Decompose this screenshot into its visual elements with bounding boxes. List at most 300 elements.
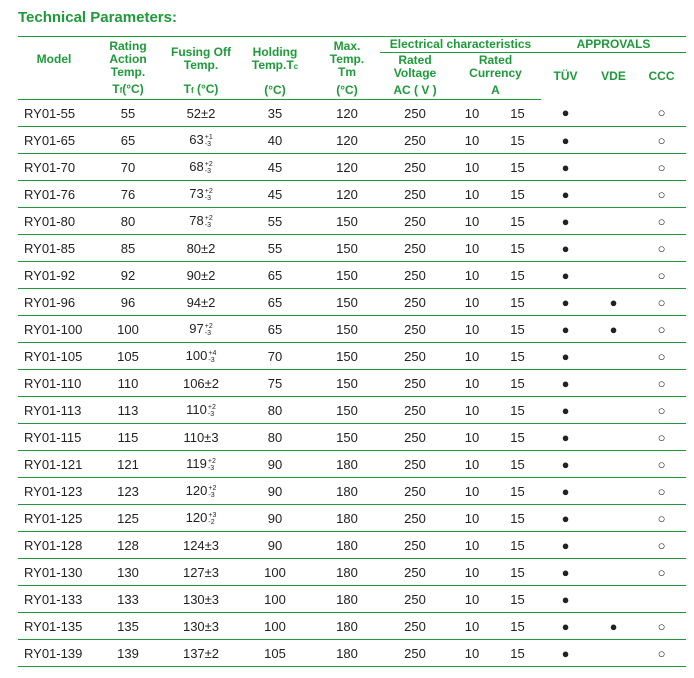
cell-rated-voltage: 250 [380, 532, 450, 559]
fusing-value: 120 [185, 510, 208, 526]
fusing-value: 68 [189, 159, 204, 175]
tolerance-upper: +2 [204, 214, 213, 222]
cell-current-2: 15 [494, 478, 541, 505]
fusing-value: 127±3 [182, 564, 220, 580]
cell-model: RY01-121 [18, 451, 90, 478]
cell-rating-temp: 76 [90, 181, 166, 208]
cell-current-1: 10 [450, 640, 494, 667]
cell-current-2: 15 [494, 370, 541, 397]
cell-model: RY01-92 [18, 262, 90, 289]
cell-fusing-temp [166, 451, 236, 478]
cell-holding-temp: 70 [236, 343, 314, 370]
technical-parameters-table [18, 36, 686, 667]
tolerance-lower: -2 [208, 518, 215, 526]
cell-current-1: 10 [450, 451, 494, 478]
cell-rating-temp: 110 [90, 370, 166, 397]
header-fusing-off: Fusing Off Temp. [166, 37, 236, 82]
cell-holding-temp: 45 [236, 181, 314, 208]
cell-holding-temp: 45 [236, 154, 314, 181]
cell-fusing-temp [166, 559, 236, 586]
cell-rated-voltage: 250 [380, 100, 450, 127]
cell-current-2: 15 [494, 262, 541, 289]
cell-tuv: ● [541, 100, 590, 127]
cell-current-2: 15 [494, 100, 541, 127]
cell-max-temp: 180 [314, 451, 380, 478]
cell-ccc: ○ [637, 397, 686, 424]
cell-holding-temp: 55 [236, 235, 314, 262]
cell-tuv: ● [541, 181, 590, 208]
cell-model: RY01-130 [18, 559, 90, 586]
tolerance-lower: -3 [204, 194, 211, 202]
cell-rating-temp: 85 [90, 235, 166, 262]
cell-tuv: ● [541, 289, 590, 316]
cell-fusing-temp [166, 640, 236, 667]
cell-ccc: ○ [637, 559, 686, 586]
cell-model: RY01-96 [18, 289, 90, 316]
cell-current-1: 10 [450, 127, 494, 154]
cell-rating-temp: 96 [90, 289, 166, 316]
cell-holding-temp: 100 [236, 586, 314, 613]
cell-tuv: ● [541, 343, 590, 370]
fusing-value: 137±2 [182, 645, 220, 661]
cell-fusing-temp [166, 289, 236, 316]
cell-current-1: 10 [450, 154, 494, 181]
cell-model: RY01-128 [18, 532, 90, 559]
cell-rated-voltage: 250 [380, 343, 450, 370]
cell-rating-temp: 92 [90, 262, 166, 289]
table-row [18, 262, 686, 289]
cell-rating-temp: 113 [90, 397, 166, 424]
cell-fusing-temp [166, 343, 236, 370]
cell-rating-temp: 55 [90, 100, 166, 127]
cell-tuv: ● [541, 559, 590, 586]
cell-max-temp: 150 [314, 343, 380, 370]
fusing-value: 110±3 [183, 429, 219, 445]
cell-model: RY01-139 [18, 640, 90, 667]
cell-model: RY01-100 [18, 316, 90, 343]
header-vde: VDE [601, 68, 626, 83]
cell-rating-temp: 70 [90, 154, 166, 181]
fusing-value: 80±2 [186, 240, 216, 256]
fusing-value: 110 [186, 402, 207, 418]
table-row [18, 451, 686, 478]
cell-ccc: ○ [637, 532, 686, 559]
cell-vde [590, 343, 637, 370]
fusing-value: 90±2 [186, 267, 216, 283]
cell-holding-temp: 65 [236, 289, 314, 316]
cell-model: RY01-80 [18, 208, 90, 235]
tolerance [208, 458, 216, 472]
cell-rated-voltage: 250 [380, 235, 450, 262]
cell-holding-temp: 80 [236, 424, 314, 451]
cell-model: RY01-123 [18, 478, 90, 505]
cell-tuv: ● [541, 640, 590, 667]
tolerance-lower: -3 [204, 329, 211, 337]
table-row [18, 289, 686, 316]
cell-rated-voltage: 250 [380, 640, 450, 667]
cell-vde [590, 181, 637, 208]
cell-vde [590, 505, 637, 532]
cell-tuv: ● [541, 478, 590, 505]
cell-rating-temp: 135 [90, 613, 166, 640]
header-electrical: Electrical characteristics [380, 37, 541, 53]
cell-holding-temp: 105 [236, 640, 314, 667]
cell-fusing-temp [166, 235, 236, 262]
cell-max-temp: 120 [314, 127, 380, 154]
cell-ccc: ○ [637, 181, 686, 208]
cell-max-temp: 150 [314, 208, 380, 235]
fusing-value: 120 [185, 483, 208, 499]
cell-current-1: 10 [450, 262, 494, 289]
cell-vde [590, 127, 637, 154]
cell-current-1: 10 [450, 559, 494, 586]
tolerance [205, 161, 213, 175]
cell-vde [590, 100, 637, 127]
tolerance [205, 134, 213, 148]
cell-current-2: 15 [494, 451, 541, 478]
cell-holding-temp: 80 [236, 397, 314, 424]
cell-rating-temp: 80 [90, 208, 166, 235]
cell-rated-voltage: 250 [380, 478, 450, 505]
unit-rating-action: Tf(°C) [90, 82, 166, 100]
cell-tuv: ● [541, 613, 590, 640]
table-row [18, 154, 686, 181]
cell-tuv: ● [541, 397, 590, 424]
cell-max-temp: 150 [314, 289, 380, 316]
cell-ccc: ○ [637, 613, 686, 640]
tolerance-lower: -3 [207, 410, 215, 418]
cell-model: RY01-133 [18, 586, 90, 613]
cell-current-1: 10 [450, 100, 494, 127]
table-row [18, 235, 686, 262]
tolerance-lower: -3 [207, 464, 215, 472]
cell-fusing-temp [166, 262, 236, 289]
fusing-value: 73 [189, 186, 204, 202]
cell-rating-temp: 128 [90, 532, 166, 559]
tolerance-lower: -3 [204, 167, 211, 175]
cell-vde [590, 235, 637, 262]
cell-vde [590, 532, 637, 559]
cell-tuv: ● [541, 127, 590, 154]
cell-vde [590, 478, 637, 505]
cell-vde: ● [590, 289, 637, 316]
cell-model: RY01-115 [18, 424, 90, 451]
cell-vde [590, 586, 637, 613]
cell-current-1: 10 [450, 397, 494, 424]
tolerance [205, 215, 213, 229]
cell-fusing-temp [166, 505, 236, 532]
tolerance-upper: +3 [208, 511, 217, 519]
fusing-value: 100 [185, 348, 208, 364]
cell-current-2: 15 [494, 208, 541, 235]
fusing-value: 124±3 [182, 537, 220, 553]
table-row [18, 586, 686, 613]
cell-fusing-temp [166, 613, 236, 640]
cell-max-temp: 150 [314, 316, 380, 343]
cell-holding-temp: 90 [236, 532, 314, 559]
cell-current-1: 10 [450, 181, 494, 208]
cell-max-temp: 150 [314, 235, 380, 262]
unit-rated-voltage: AC ( V ) [380, 82, 450, 100]
tolerance-upper: +4 [208, 349, 217, 357]
cell-rating-temp: 65 [90, 127, 166, 154]
cell-max-temp: 120 [314, 181, 380, 208]
tolerance-lower: -3 [208, 491, 215, 499]
cell-fusing-temp [166, 181, 236, 208]
table-row [18, 100, 686, 127]
cell-tuv: ● [541, 154, 590, 181]
header-approvals: APPROVALS [541, 37, 686, 53]
cell-max-temp: 180 [314, 640, 380, 667]
cell-current-1: 10 [450, 478, 494, 505]
cell-vde: ● [590, 613, 637, 640]
cell-vde [590, 451, 637, 478]
cell-rating-temp: 130 [90, 559, 166, 586]
table-row [18, 316, 686, 343]
tolerance-upper: +2 [204, 160, 213, 168]
cell-fusing-temp [166, 424, 236, 451]
cell-current-2: 15 [494, 235, 541, 262]
cell-max-temp: 180 [314, 586, 380, 613]
header-max-temp: Max. Temp. Tm [314, 37, 380, 82]
table-row [18, 613, 686, 640]
cell-ccc: ○ [637, 100, 686, 127]
cell-rating-temp: 105 [90, 343, 166, 370]
cell-tuv: ● [541, 586, 590, 613]
cell-holding-temp: 55 [236, 208, 314, 235]
unit-max-temp: (°C) [314, 82, 380, 100]
cell-tuv: ● [541, 262, 590, 289]
header-holding: Holding Temp.Tc [236, 37, 314, 82]
cell-current-1: 10 [450, 316, 494, 343]
cell-holding-temp: 90 [236, 451, 314, 478]
fusing-value: 78 [189, 213, 204, 229]
tolerance-lower: -3 [208, 356, 215, 364]
cell-current-2: 15 [494, 613, 541, 640]
tolerance [205, 323, 213, 337]
unit-fusing-off: Tf (°C) [166, 82, 236, 100]
tolerance [208, 485, 216, 499]
cell-holding-temp: 65 [236, 262, 314, 289]
table-row [18, 478, 686, 505]
tolerance [208, 350, 216, 364]
cell-rating-temp: 121 [90, 451, 166, 478]
cell-model: RY01-125 [18, 505, 90, 532]
table-row [18, 397, 686, 424]
table-row [18, 127, 686, 154]
header-rated-current: Rated Currency [469, 53, 522, 81]
cell-current-1: 10 [450, 235, 494, 262]
cell-current-1: 10 [450, 424, 494, 451]
cell-vde [590, 559, 637, 586]
cell-tuv: ● [541, 424, 590, 451]
cell-ccc: ○ [637, 208, 686, 235]
cell-current-1: 10 [450, 370, 494, 397]
cell-holding-temp: 100 [236, 613, 314, 640]
fusing-value: 130±3 [182, 591, 220, 607]
section-title: Technical Parameters: [18, 9, 177, 26]
cell-rated-voltage: 250 [380, 154, 450, 181]
fusing-value: 94±2 [186, 294, 216, 310]
cell-vde [590, 154, 637, 181]
fusing-value: 106±2 [182, 375, 220, 391]
cell-current-1: 10 [450, 289, 494, 316]
cell-current-2: 15 [494, 289, 541, 316]
cell-rated-voltage: 250 [380, 127, 450, 154]
cell-tuv: ● [541, 370, 590, 397]
cell-max-temp: 150 [314, 397, 380, 424]
cell-current-1: 10 [450, 343, 494, 370]
cell-rated-voltage: 250 [380, 451, 450, 478]
cell-holding-temp: 90 [236, 505, 314, 532]
cell-fusing-temp [166, 586, 236, 613]
cell-current-2: 15 [494, 532, 541, 559]
cell-rated-voltage: 250 [380, 208, 450, 235]
cell-ccc: ○ [637, 370, 686, 397]
cell-model: RY01-70 [18, 154, 90, 181]
cell-current-2: 15 [494, 586, 541, 613]
cell-ccc: ○ [637, 154, 686, 181]
tolerance [205, 188, 213, 202]
cell-tuv: ● [541, 505, 590, 532]
table-row [18, 505, 686, 532]
cell-model: RY01-110 [18, 370, 90, 397]
cell-fusing-temp [166, 316, 236, 343]
cell-rated-voltage: 250 [380, 370, 450, 397]
cell-ccc: ○ [637, 505, 686, 532]
cell-tuv: ● [541, 316, 590, 343]
table-row [18, 532, 686, 559]
table-row [18, 559, 686, 586]
fusing-value: 52±2 [186, 105, 216, 121]
cell-current-1: 10 [450, 613, 494, 640]
cell-rating-temp: 100 [90, 316, 166, 343]
cell-ccc: ○ [637, 262, 686, 289]
cell-rated-voltage: 250 [380, 181, 450, 208]
fusing-value: 97 [189, 321, 204, 337]
cell-vde [590, 262, 637, 289]
table-row [18, 424, 686, 451]
cell-rated-voltage: 250 [380, 262, 450, 289]
cell-fusing-temp [166, 154, 236, 181]
fusing-value: 63 [189, 132, 204, 148]
cell-vde [590, 640, 637, 667]
cell-rating-temp: 133 [90, 586, 166, 613]
table-row [18, 640, 686, 667]
tolerance [208, 404, 216, 418]
cell-current-2: 15 [494, 316, 541, 343]
cell-model: RY01-105 [18, 343, 90, 370]
cell-ccc: ○ [637, 316, 686, 343]
cell-max-temp: 150 [314, 424, 380, 451]
tolerance-upper: +2 [204, 322, 213, 330]
tolerance-upper: +2 [208, 484, 217, 492]
cell-holding-temp: 35 [236, 100, 314, 127]
cell-current-1: 10 [450, 532, 494, 559]
cell-model: RY01-135 [18, 613, 90, 640]
tolerance-upper: +2 [207, 457, 216, 465]
cell-holding-temp: 90 [236, 478, 314, 505]
tolerance-lower: -3 [204, 221, 211, 229]
cell-ccc [637, 586, 686, 613]
tolerance-upper: +2 [207, 403, 216, 411]
cell-current-2: 15 [494, 505, 541, 532]
table-row [18, 343, 686, 370]
cell-tuv: ● [541, 208, 590, 235]
cell-current-2: 15 [494, 343, 541, 370]
cell-model: RY01-113 [18, 397, 90, 424]
header-rating-action: Rating Action Temp. [90, 37, 166, 82]
cell-ccc: ○ [637, 424, 686, 451]
tolerance [208, 512, 216, 526]
cell-current-2: 15 [494, 127, 541, 154]
cell-max-temp: 180 [314, 532, 380, 559]
cell-fusing-temp [166, 100, 236, 127]
unit-holding: (°C) [236, 82, 314, 100]
cell-max-temp: 180 [314, 559, 380, 586]
cell-ccc: ○ [637, 235, 686, 262]
cell-model: RY01-85 [18, 235, 90, 262]
fusing-value: 119 [186, 456, 207, 472]
cell-rated-voltage: 250 [380, 559, 450, 586]
cell-ccc: ○ [637, 451, 686, 478]
cell-rated-voltage: 250 [380, 289, 450, 316]
fusing-value: 130±3 [182, 618, 220, 634]
cell-current-1: 10 [450, 505, 494, 532]
cell-holding-temp: 75 [236, 370, 314, 397]
cell-fusing-temp [166, 397, 236, 424]
cell-max-temp: 180 [314, 505, 380, 532]
cell-ccc: ○ [637, 343, 686, 370]
cell-ccc: ○ [637, 289, 686, 316]
cell-fusing-temp [166, 208, 236, 235]
cell-current-1: 10 [450, 586, 494, 613]
cell-vde: ● [590, 316, 637, 343]
table-row [18, 208, 686, 235]
cell-vde [590, 370, 637, 397]
cell-vde [590, 397, 637, 424]
unit-rated-current: A [450, 82, 541, 100]
tolerance-upper: +1 [204, 133, 213, 141]
cell-rated-voltage: 250 [380, 613, 450, 640]
cell-current-2: 15 [494, 397, 541, 424]
cell-fusing-temp [166, 478, 236, 505]
cell-rating-temp: 125 [90, 505, 166, 532]
unit-model [18, 82, 90, 100]
cell-max-temp: 120 [314, 154, 380, 181]
cell-max-temp: 120 [314, 100, 380, 127]
cell-current-1: 10 [450, 208, 494, 235]
cell-rated-voltage: 250 [380, 397, 450, 424]
header-tuv: TÜV [553, 68, 578, 83]
cell-current-2: 15 [494, 559, 541, 586]
cell-fusing-temp [166, 370, 236, 397]
cell-max-temp: 180 [314, 478, 380, 505]
cell-ccc: ○ [637, 640, 686, 667]
cell-rated-voltage: 250 [380, 316, 450, 343]
cell-model: RY01-76 [18, 181, 90, 208]
cell-rating-temp: 115 [90, 424, 166, 451]
cell-rating-temp: 123 [90, 478, 166, 505]
cell-current-2: 15 [494, 424, 541, 451]
cell-rated-voltage: 250 [380, 424, 450, 451]
table-body [18, 100, 686, 667]
cell-max-temp: 150 [314, 370, 380, 397]
cell-rated-voltage: 250 [380, 505, 450, 532]
tolerance-lower: -3 [204, 140, 211, 148]
cell-current-2: 15 [494, 181, 541, 208]
cell-tuv: ● [541, 532, 590, 559]
